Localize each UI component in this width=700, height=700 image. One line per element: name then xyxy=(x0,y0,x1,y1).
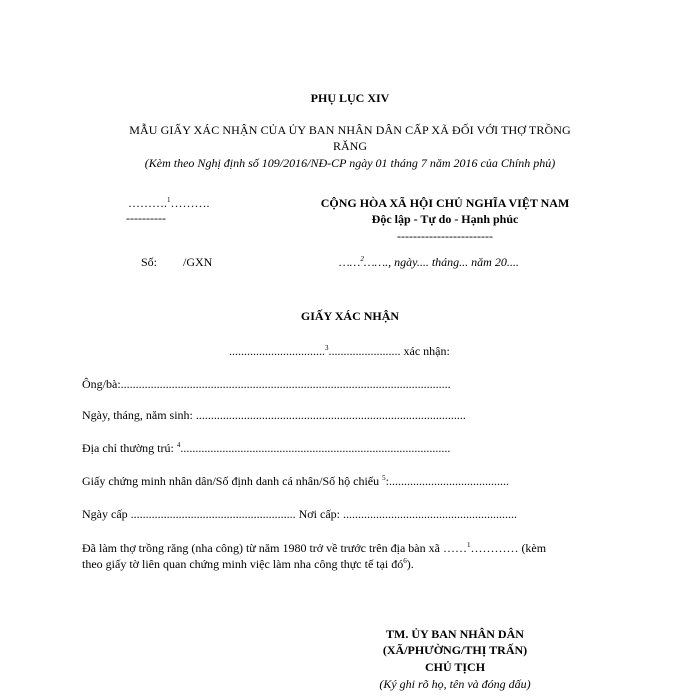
confirm-before: ................................ xyxy=(229,344,325,358)
work-history-line-2 xyxy=(82,557,414,572)
decree-note: (Kèm theo Nghị định số 109/2016/NĐ-CP ngày 01 tháng 7 năm 2016 của Chính phủ) xyxy=(144,156,556,170)
motto-separator: ------------------------ xyxy=(397,229,493,243)
work-text: theo giấy tờ liên quan chứng minh việc làm nha công thực tế tại đó xyxy=(82,557,404,571)
appendix-title: PHỤ LỤC XIV xyxy=(310,91,390,105)
form-title-line-1: MẪU GIẤY XÁC NHẬN CỦA ỦY BAN NHÂN DÂN CẤP XÃ ĐỐI VỚI THỢ TRỒNG xyxy=(129,123,571,137)
work-history-line-1 xyxy=(82,541,546,556)
document-title: GIẤY XÁC NHẬN xyxy=(300,309,400,323)
authority-name-placeholder xyxy=(128,196,210,211)
place-before: …… xyxy=(339,255,361,269)
footnote-ref: 4 xyxy=(176,441,181,449)
date-of-birth-field: Ngày, tháng, năm sinh: .......................................................................................... xyxy=(82,408,466,422)
document-number-code: /GXN xyxy=(183,255,213,269)
signature-level-line: (XÃ/PHƯỜNG/THỊ TRẤN) xyxy=(382,643,528,657)
work-text: Đã làm thợ trồng răng (nha công) từ năm 1980 trở về trước trên địa bàn xã …… xyxy=(82,541,467,555)
issue-date-place-field: Ngày cấp ....................................................... Nơi cấp: .......................................................... xyxy=(82,507,517,521)
address-dots: .......................................................................................... xyxy=(180,441,451,455)
nation-title: CỘNG HÒA XÃ HỘI CHỦ NGHĨA VIỆT NAM xyxy=(320,196,570,210)
work-text-end: ………… (kèm xyxy=(470,541,547,555)
signature-org-line: TM. ỦY BAN NHÂN DÂN xyxy=(386,627,524,641)
place-date-line xyxy=(339,255,519,270)
footnote-ref: 5 xyxy=(382,474,386,482)
footnote-ref: 1 xyxy=(167,196,171,204)
footnote-ref: 2 xyxy=(360,255,364,263)
id-label: Giấy chứng minh nhân dân/Số định danh cá nhân/Số hộ chiếu xyxy=(82,474,383,488)
address-label: Địa chỉ thường trú: xyxy=(82,441,177,455)
form-title-line-2: RĂNG xyxy=(332,139,367,153)
authority-before: ………. xyxy=(128,196,167,210)
confirming-authority-line xyxy=(229,344,450,359)
left-separator: ---------- xyxy=(126,211,166,225)
authority-after: ………. xyxy=(170,196,210,210)
name-field: Ông/bà:.............................................................................................................. xyxy=(82,377,451,391)
national-motto: Độc lập - Tự do - Hạnh phúc xyxy=(371,212,519,226)
footnote-ref: 6 xyxy=(403,557,407,565)
footnote-ref: 1 xyxy=(466,541,471,549)
confirm-after: ........................ xác nhận: xyxy=(328,344,450,358)
id-document-field xyxy=(82,474,509,489)
date-after: ……., ngày.... tháng... năm 20.... xyxy=(363,255,519,269)
work-text-end: ). xyxy=(406,557,414,571)
signature-title: CHỦ TỊCH xyxy=(424,660,486,674)
signature-instruction: (Ký ghi rõ họ, tên và đóng dấu) xyxy=(379,677,531,691)
permanent-address-field xyxy=(82,441,450,456)
document-number-label: Số: xyxy=(141,255,158,269)
footnote-ref: 3 xyxy=(325,344,329,352)
id-dots: :........................................ xyxy=(385,474,509,488)
